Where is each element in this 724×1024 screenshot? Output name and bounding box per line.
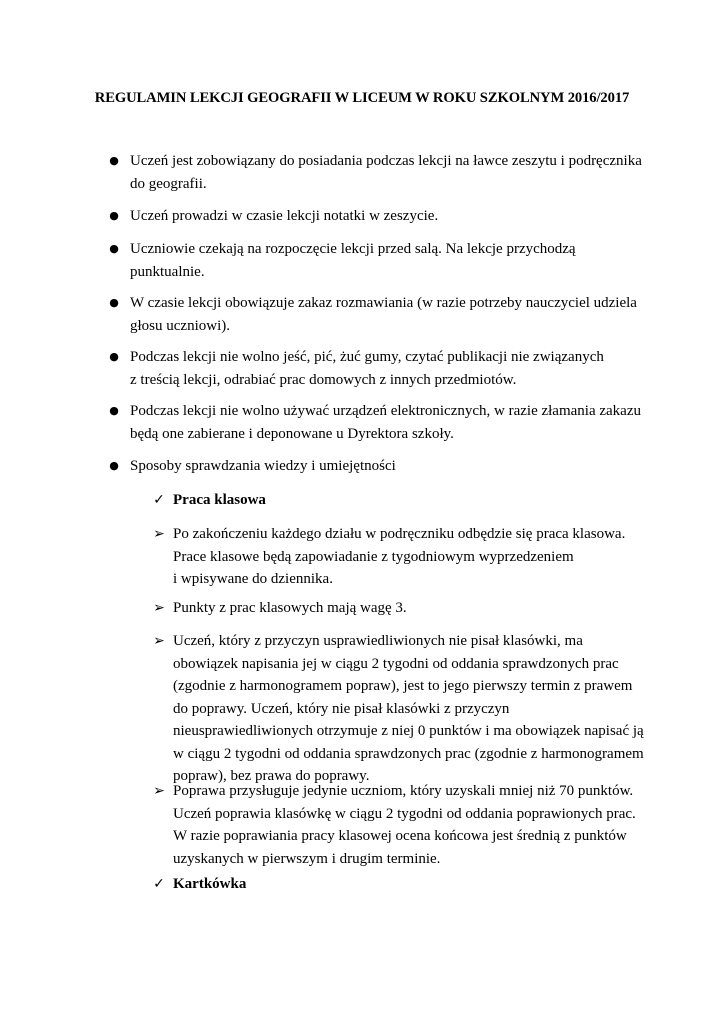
text-line: będą one zabierane i deponowane u Dyrektora szkoły. [130, 425, 454, 442]
bullet-icon: ● [109, 242, 119, 255]
text-line: Uczeń prowadzi w czasie lekcji notatki w zeszycie. [130, 208, 439, 224]
text-line: Sposoby sprawdzania wiedzy i umiejętności [130, 458, 396, 474]
text-line: obowiązek napisania jej w ciągu 2 tygodni od oddania sprawdzonych prac [173, 655, 619, 672]
bullet-icon: ● [109, 296, 119, 309]
list-item [109, 455, 650, 478]
text-line: Po zakończeniu każdego działu w podręczniku odbędzie się praca klasowa. [173, 526, 626, 542]
sub-item [153, 523, 653, 591]
text-line: W czasie lekcji obowiązuje zakaz rozmawiania (w razie potrzeby nauczyciel udziela [130, 295, 637, 311]
section-heading [153, 489, 653, 512]
sub-item [153, 630, 653, 788]
text-line: Podczas lekcji nie wolno używać urządzeń elektronicznych, w razie złamania zakazu [130, 403, 641, 419]
text-line: do poprawy. Uczeń, który nie pisał klasówki z przyczyn [173, 700, 510, 717]
text-line: punktualnie. [130, 263, 205, 280]
text-line: Prace klasowe będą zapowiadanie z tygodniowym wyprzedzeniem [173, 548, 574, 565]
bullet-icon: ● [109, 209, 119, 222]
bullet-icon: ● [109, 404, 119, 417]
text-line: Uczniowie czekają na rozpoczęcie lekcji przed salą. Na lekcje przychodzą [130, 241, 576, 257]
text-line: Poprawa przysługuje jedynie uczniom, który uzyskali mniej niż 70 punktów. [173, 783, 634, 799]
list-item [109, 150, 650, 195]
document-title: REGULAMIN LEKCJI GEOGRAFII W LICEUM W ROKU SZKOLNYM 2016/2017 [94, 90, 630, 106]
text-line: popraw), bez prawa do poprawy. [173, 768, 370, 784]
text-line: Uczeń, który z przyczyn usprawiedliwionych nie pisał klasówki, ma [173, 633, 583, 649]
section-heading-label: Praca klasowa [173, 492, 266, 508]
text-line: w ciągu 2 tygodni od oddania sprawdzonych prac (zgodnie z harmonogramem [173, 745, 644, 762]
text-line: głosu uczniowi). [130, 317, 230, 334]
bullet-icon: ● [109, 154, 119, 167]
list-item [109, 205, 650, 228]
list-item [109, 238, 650, 283]
section-heading-label: Kartkówka [173, 876, 247, 892]
bullet-icon: ● [109, 350, 119, 363]
arrow-icon: ➢ [153, 526, 165, 542]
text-line: (zgodnie z harmonogramem popraw), jest to jego pierwszy termin z prawem [173, 678, 633, 694]
arrow-icon: ➢ [153, 633, 165, 649]
section-heading [153, 873, 653, 896]
text-line: i wpisywane do dziennika. [173, 571, 333, 587]
list-item [109, 346, 650, 391]
sub-item [153, 780, 653, 870]
sub-item [153, 597, 653, 620]
text-line: Uczeń jest zobowiązany do posiadania podczas lekcji na ławce zeszytu i podręcznika [130, 153, 642, 169]
arrow-icon: ➢ [153, 600, 165, 616]
bullet-icon: ● [109, 459, 119, 472]
text-line: do geografii. [130, 175, 207, 192]
list-item [109, 400, 650, 445]
text-line: W razie poprawiania pracy klasowej ocena końcowa jest średnią z punktów [173, 828, 627, 844]
arrow-icon: ➢ [153, 783, 165, 799]
text-line: Podczas lekcji nie wolno jeść, pić, żuć gumy, czytać publikacji nie związanych [130, 349, 604, 365]
list-item [109, 292, 650, 337]
text-line: nieusprawiedliwionych otrzymuje z niej 0 punktów i ma obowiązek napisać ją [173, 723, 644, 739]
check-icon: ✓ [153, 492, 165, 508]
text-line: Uczeń poprawia klasówkę w ciągu 2 tygodni od oddania poprawionych prac. [173, 805, 636, 822]
text-line: Punkty z prac klasowych mają wagę 3. [173, 600, 407, 616]
text-line: z treścią lekcji, odrabiać prac domowych z innych przedmiotów. [130, 371, 517, 388]
check-icon: ✓ [153, 876, 165, 892]
text-line: uzyskanych w pierwszym i drugim terminie. [173, 850, 441, 867]
